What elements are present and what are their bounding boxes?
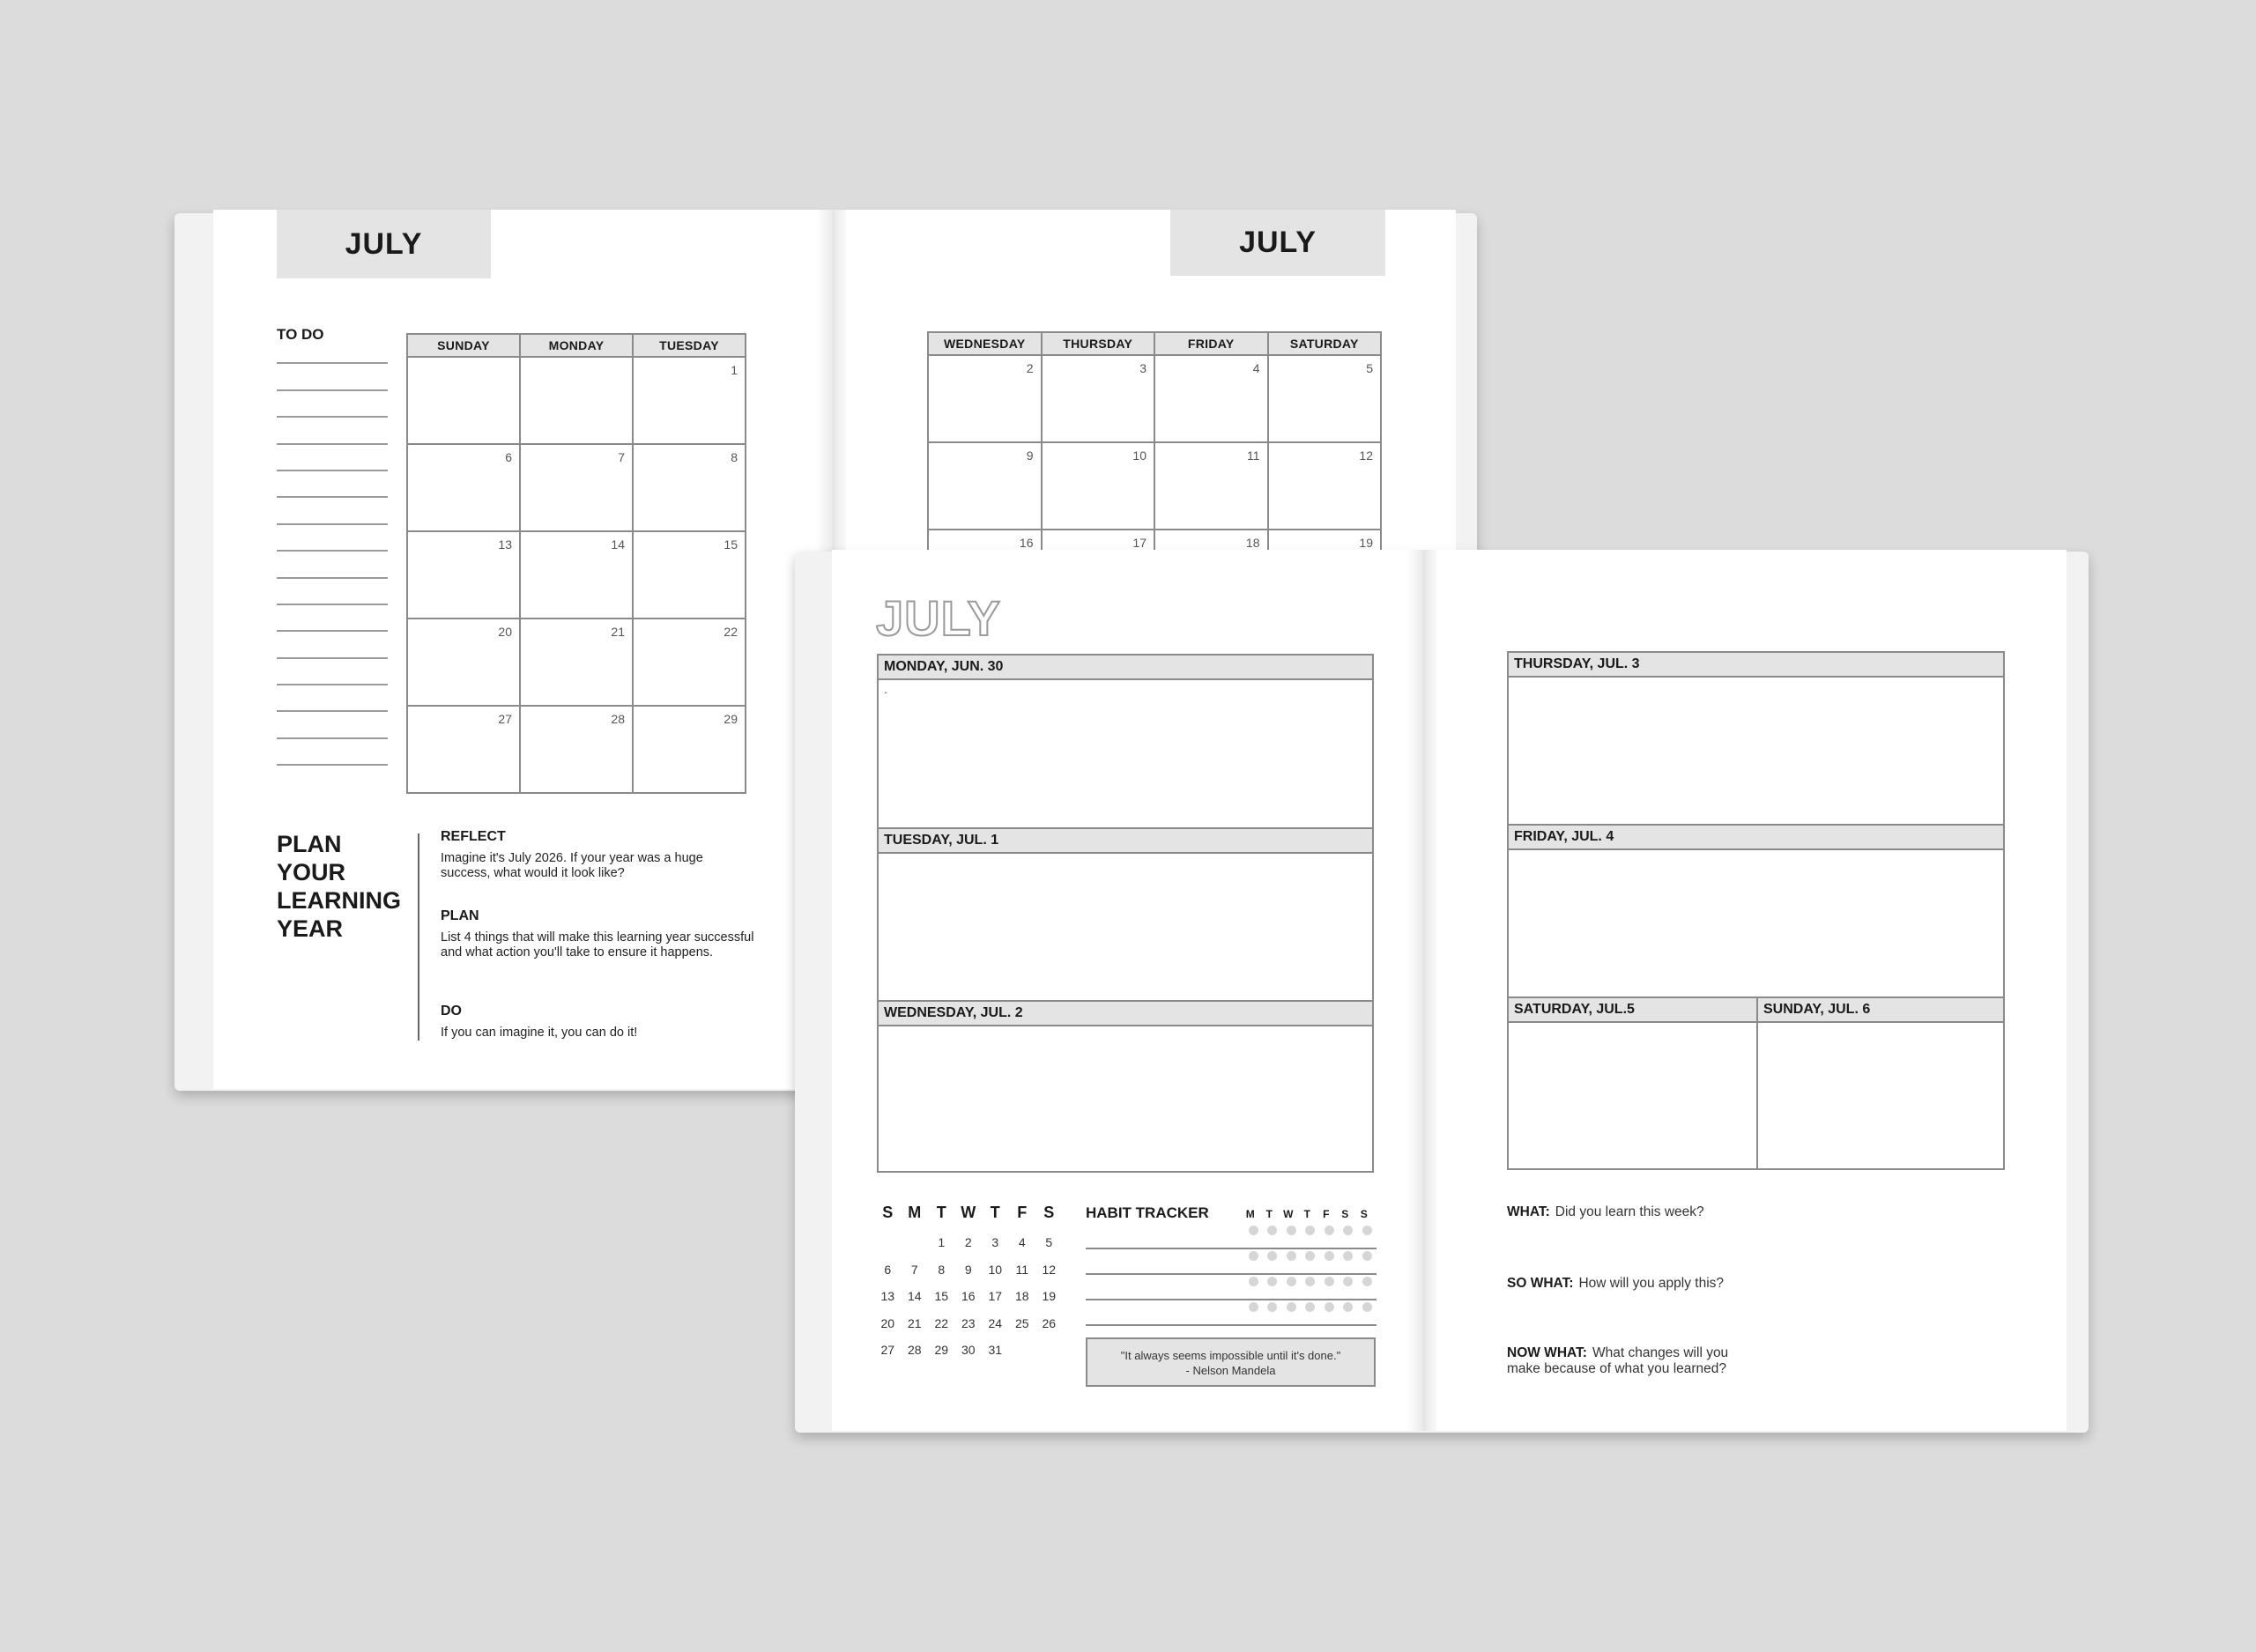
todo-line[interactable] (277, 471, 388, 498)
day-box-sunday[interactable] (1756, 996, 2005, 1170)
mini-calendar-weekday: W (961, 1204, 976, 1221)
habit-day-label: W (1283, 1208, 1294, 1220)
habit-day-label: M (1245, 1208, 1255, 1220)
habit-check-dot[interactable] (1267, 1251, 1277, 1261)
day-header: SUNDAY, JUL. 6 (1758, 998, 2003, 1023)
habit-check-dot[interactable] (1325, 1302, 1334, 1312)
day-box-thursday[interactable] (1507, 651, 2005, 826)
todo-line[interactable] (277, 552, 388, 578)
mini-calendar-day: 2 (964, 1235, 972, 1249)
habit-checkboxes (1244, 1277, 1377, 1286)
weekday-header: SATURDAY (1268, 332, 1382, 355)
mini-calendar-day: 18 (1014, 1289, 1029, 1303)
mini-calendar-day: 3 (991, 1235, 999, 1249)
mini-calendar-day (902, 1235, 929, 1263)
todo-line[interactable] (277, 445, 388, 471)
habit-day-label: T (1265, 1208, 1273, 1220)
day-box-wednesday[interactable] (877, 1000, 1374, 1173)
mini-calendar-day: 16 (961, 1289, 976, 1303)
mini-calendar-day: 31 (988, 1343, 1003, 1357)
mini-calendar-weekday: S (882, 1204, 894, 1221)
mini-calendar-day: 14 (907, 1289, 922, 1303)
calendar-day-cell[interactable]: 7 (520, 444, 633, 531)
quote-box (1086, 1337, 1376, 1387)
habit-check-dot[interactable] (1249, 1251, 1258, 1261)
habit-check-dot[interactable] (1362, 1226, 1372, 1235)
todo-line[interactable] (277, 391, 388, 418)
calendar-day-cell[interactable]: 29 (633, 706, 746, 793)
mini-calendar-day: 8 (938, 1262, 946, 1277)
habit-check-dot[interactable] (1343, 1302, 1353, 1312)
habit-check-dot[interactable] (1305, 1277, 1315, 1286)
mini-calendar (874, 1204, 1063, 1370)
review-what: WHAT: Did you learn this week? (1507, 1204, 1704, 1219)
month-tab-right: JULY (1170, 210, 1385, 276)
day-note: . (884, 682, 887, 696)
day-header: MONDAY, JUN. 30 (879, 656, 1372, 680)
habit-row[interactable] (1086, 1275, 1377, 1300)
mini-calendar-day: 28 (907, 1343, 922, 1357)
habit-day-label: S (1360, 1208, 1368, 1220)
habit-check-dot[interactable] (1325, 1226, 1334, 1235)
habit-check-dot[interactable] (1267, 1226, 1277, 1235)
habit-check-dot[interactable] (1362, 1302, 1372, 1312)
month-tab-left: JULY (277, 210, 491, 278)
mini-calendar-weekday: T (936, 1204, 946, 1221)
habit-day-label: F (1323, 1208, 1330, 1220)
habit-checkboxes (1244, 1226, 1377, 1235)
habit-check-dot[interactable] (1325, 1251, 1334, 1261)
todo-line[interactable] (277, 498, 388, 524)
habit-check-dot[interactable] (1305, 1226, 1315, 1235)
calendar-day-cell[interactable]: 19 (1268, 530, 1382, 565)
habit-row[interactable] (1086, 1300, 1377, 1326)
todo-line[interactable] (277, 605, 388, 632)
habit-check-dot[interactable] (1305, 1302, 1315, 1312)
habit-row[interactable] (1086, 1249, 1377, 1275)
todo-line[interactable] (277, 579, 388, 605)
calendar-day-cell[interactable] (520, 357, 633, 444)
todo-line[interactable] (277, 685, 388, 712)
todo-line[interactable] (277, 712, 388, 738)
habit-check-dot[interactable] (1343, 1251, 1353, 1261)
weekday-header: WEDNESDAY (928, 332, 1042, 355)
review-now-what: NOW WHAT: What changes will you make because of what you learned? (1507, 1345, 1729, 1376)
mini-calendar-day (1009, 1343, 1036, 1370)
habit-tracker-days (1241, 1208, 1374, 1220)
month-calendar-right (927, 331, 1382, 566)
calendar-day-cell[interactable]: 8 (633, 444, 746, 531)
calendar-day-cell[interactable]: 22 (633, 619, 746, 706)
habit-day-label: T (1303, 1208, 1310, 1220)
calendar-day-cell[interactable]: 1 (633, 357, 746, 444)
calendar-day-cell[interactable]: 18 (1154, 530, 1268, 565)
habit-check-dot[interactable] (1362, 1251, 1372, 1261)
habit-day-label: S (1341, 1208, 1349, 1220)
mini-calendar-day: 29 (934, 1343, 949, 1357)
mini-calendar-day: 10 (988, 1262, 1003, 1277)
habit-checkboxes (1244, 1302, 1377, 1312)
mini-calendar-day: 24 (988, 1315, 1003, 1330)
mini-calendar-day: 7 (910, 1262, 918, 1277)
mini-calendar-day: 22 (934, 1315, 949, 1330)
review-so-what: SO WHAT: How will you apply this? (1507, 1276, 1725, 1291)
calendar-day-cell[interactable]: 5 (1268, 355, 1382, 442)
calendar-day-cell[interactable]: 15 (633, 531, 746, 619)
calendar-day-cell[interactable]: 4 (1154, 355, 1268, 442)
weekly-left-page (832, 550, 1422, 1431)
calendar-day-cell[interactable] (407, 357, 520, 444)
habit-check-dot[interactable] (1249, 1226, 1258, 1235)
mini-calendar-day: 6 (884, 1262, 892, 1277)
weekday-header: SUNDAY (407, 334, 520, 357)
habit-checkboxes (1244, 1251, 1377, 1261)
day-header: SATURDAY, JUL.5 (1509, 998, 1756, 1023)
calendar-day-cell[interactable]: 2 (928, 355, 1042, 442)
reflect-text: Imagine it's July 2026. If your year was a huge success, what would it look like? (441, 851, 703, 880)
weekly-planner-book (795, 550, 2090, 1440)
habit-check-dot[interactable] (1249, 1302, 1258, 1312)
mini-calendar-day (1035, 1343, 1063, 1370)
mini-calendar-day: 9 (964, 1262, 972, 1277)
mini-calendar-day: 19 (1042, 1289, 1057, 1303)
habit-check-dot[interactable] (1249, 1277, 1258, 1286)
day-box-friday[interactable] (1507, 824, 2005, 999)
mini-calendar-day: 20 (880, 1315, 895, 1330)
habit-tracker-title: HABIT TRACKER (1086, 1204, 1209, 1221)
todo-line[interactable] (277, 364, 388, 390)
mini-calendar-day: 12 (1042, 1262, 1057, 1277)
habit-check-dot[interactable] (1287, 1226, 1296, 1235)
calendar-day-cell[interactable]: 9 (928, 442, 1042, 530)
weekday-header: FRIDAY (1154, 332, 1268, 355)
mini-calendar-weekday: T (990, 1204, 1000, 1221)
mini-calendar-weekday: F (1017, 1204, 1028, 1221)
mini-calendar-day: 26 (1042, 1315, 1057, 1330)
habit-check-dot[interactable] (1267, 1277, 1277, 1286)
calendar-day-cell[interactable]: 6 (407, 444, 520, 531)
mini-calendar-weekday: S (1043, 1204, 1055, 1221)
monthly-left-page (213, 210, 832, 1089)
do-heading: DO (441, 1004, 462, 1019)
calendar-day-cell[interactable]: 3 (1042, 355, 1155, 442)
day-box-monday[interactable] (877, 654, 1374, 829)
mini-calendar-day: 1 (938, 1235, 946, 1249)
day-box-saturday[interactable] (1507, 996, 1758, 1170)
mini-calendar-day: 11 (1015, 1262, 1029, 1277)
quote-author: - Nelson Mandela (1185, 1364, 1276, 1377)
mini-calendar-day: 5 (1045, 1235, 1053, 1249)
habit-row[interactable] (1086, 1224, 1377, 1249)
mini-calendar-day: 17 (988, 1289, 1003, 1303)
habit-check-dot[interactable] (1343, 1277, 1353, 1286)
habit-check-dot[interactable] (1325, 1277, 1334, 1286)
do-text: If you can imagine it, you can do it! (441, 1026, 638, 1040)
day-header: FRIDAY, JUL. 4 (1509, 826, 2003, 850)
plan-heading: PLAN (441, 908, 479, 923)
calendar-day-cell[interactable]: 17 (1042, 530, 1155, 565)
todo-line[interactable] (277, 632, 388, 658)
day-header: TUESDAY, JUL. 1 (879, 829, 1372, 854)
mini-calendar-day: 4 (1018, 1235, 1026, 1249)
month-calendar-left (406, 333, 746, 794)
todo-line[interactable] (277, 659, 388, 685)
calendar-day-cell[interactable]: 21 (520, 619, 633, 706)
todo-line[interactable] (277, 418, 388, 444)
mini-calendar-day: 30 (961, 1343, 976, 1357)
mini-calendar-day: 21 (907, 1315, 922, 1330)
weekday-header: THURSDAY (1042, 332, 1155, 355)
habit-check-dot[interactable] (1362, 1277, 1372, 1286)
calendar-day-cell[interactable]: 11 (1154, 442, 1268, 530)
mini-calendar-day: 13 (880, 1289, 895, 1303)
todo-line[interactable] (277, 739, 388, 766)
todo-title: TO DO (277, 326, 324, 343)
habit-check-dot[interactable] (1287, 1302, 1296, 1312)
habit-check-dot[interactable] (1343, 1226, 1353, 1235)
mini-calendar-day: 15 (934, 1289, 949, 1303)
plan-divider (418, 833, 419, 1041)
calendar-day-cell[interactable]: 16 (928, 530, 1042, 565)
weekday-header: TUESDAY (633, 334, 746, 357)
todo-line[interactable] (277, 337, 388, 364)
day-box-tuesday[interactable] (877, 827, 1374, 1003)
habit-check-dot[interactable] (1287, 1251, 1296, 1261)
quote-text: "It always seems impossible until it's done." (1120, 1349, 1341, 1362)
habit-check-dot[interactable] (1287, 1277, 1296, 1286)
todo-line[interactable] (277, 525, 388, 552)
calendar-day-cell[interactable]: 28 (520, 706, 633, 793)
mini-calendar-weekday: M (908, 1204, 922, 1221)
mini-calendar-day: 25 (1014, 1315, 1029, 1330)
habit-check-dot[interactable] (1267, 1302, 1277, 1312)
plan-your-learning-year-title: PLAN YOUR LEARNING YEAR (277, 831, 401, 942)
mini-calendar-day: 23 (961, 1315, 976, 1330)
month-outline-title: JULY (876, 590, 1002, 646)
plan-text: List 4 things that will make this learning year successful and what action you'll take to ensure it happens. (441, 930, 754, 959)
calendar-day-cell[interactable]: 12 (1268, 442, 1382, 530)
todo-lines (277, 337, 388, 766)
weekday-header: MONDAY (520, 334, 633, 357)
calendar-day-cell[interactable]: 20 (407, 619, 520, 706)
reflect-heading: REFLECT (441, 829, 506, 844)
calendar-day-cell[interactable]: 27 (407, 706, 520, 793)
weekly-right-page (1436, 550, 2067, 1431)
day-header: WEDNESDAY, JUL. 2 (879, 1002, 1372, 1026)
habit-check-dot[interactable] (1305, 1251, 1315, 1261)
calendar-day-cell[interactable]: 10 (1042, 442, 1155, 530)
habit-line (1086, 1324, 1377, 1326)
mini-calendar-day (874, 1235, 902, 1263)
mini-calendar-day: 27 (880, 1343, 895, 1357)
calendar-day-cell[interactable]: 14 (520, 531, 633, 619)
calendar-day-cell[interactable]: 13 (407, 531, 520, 619)
day-header: THURSDAY, JUL. 3 (1509, 653, 2003, 678)
